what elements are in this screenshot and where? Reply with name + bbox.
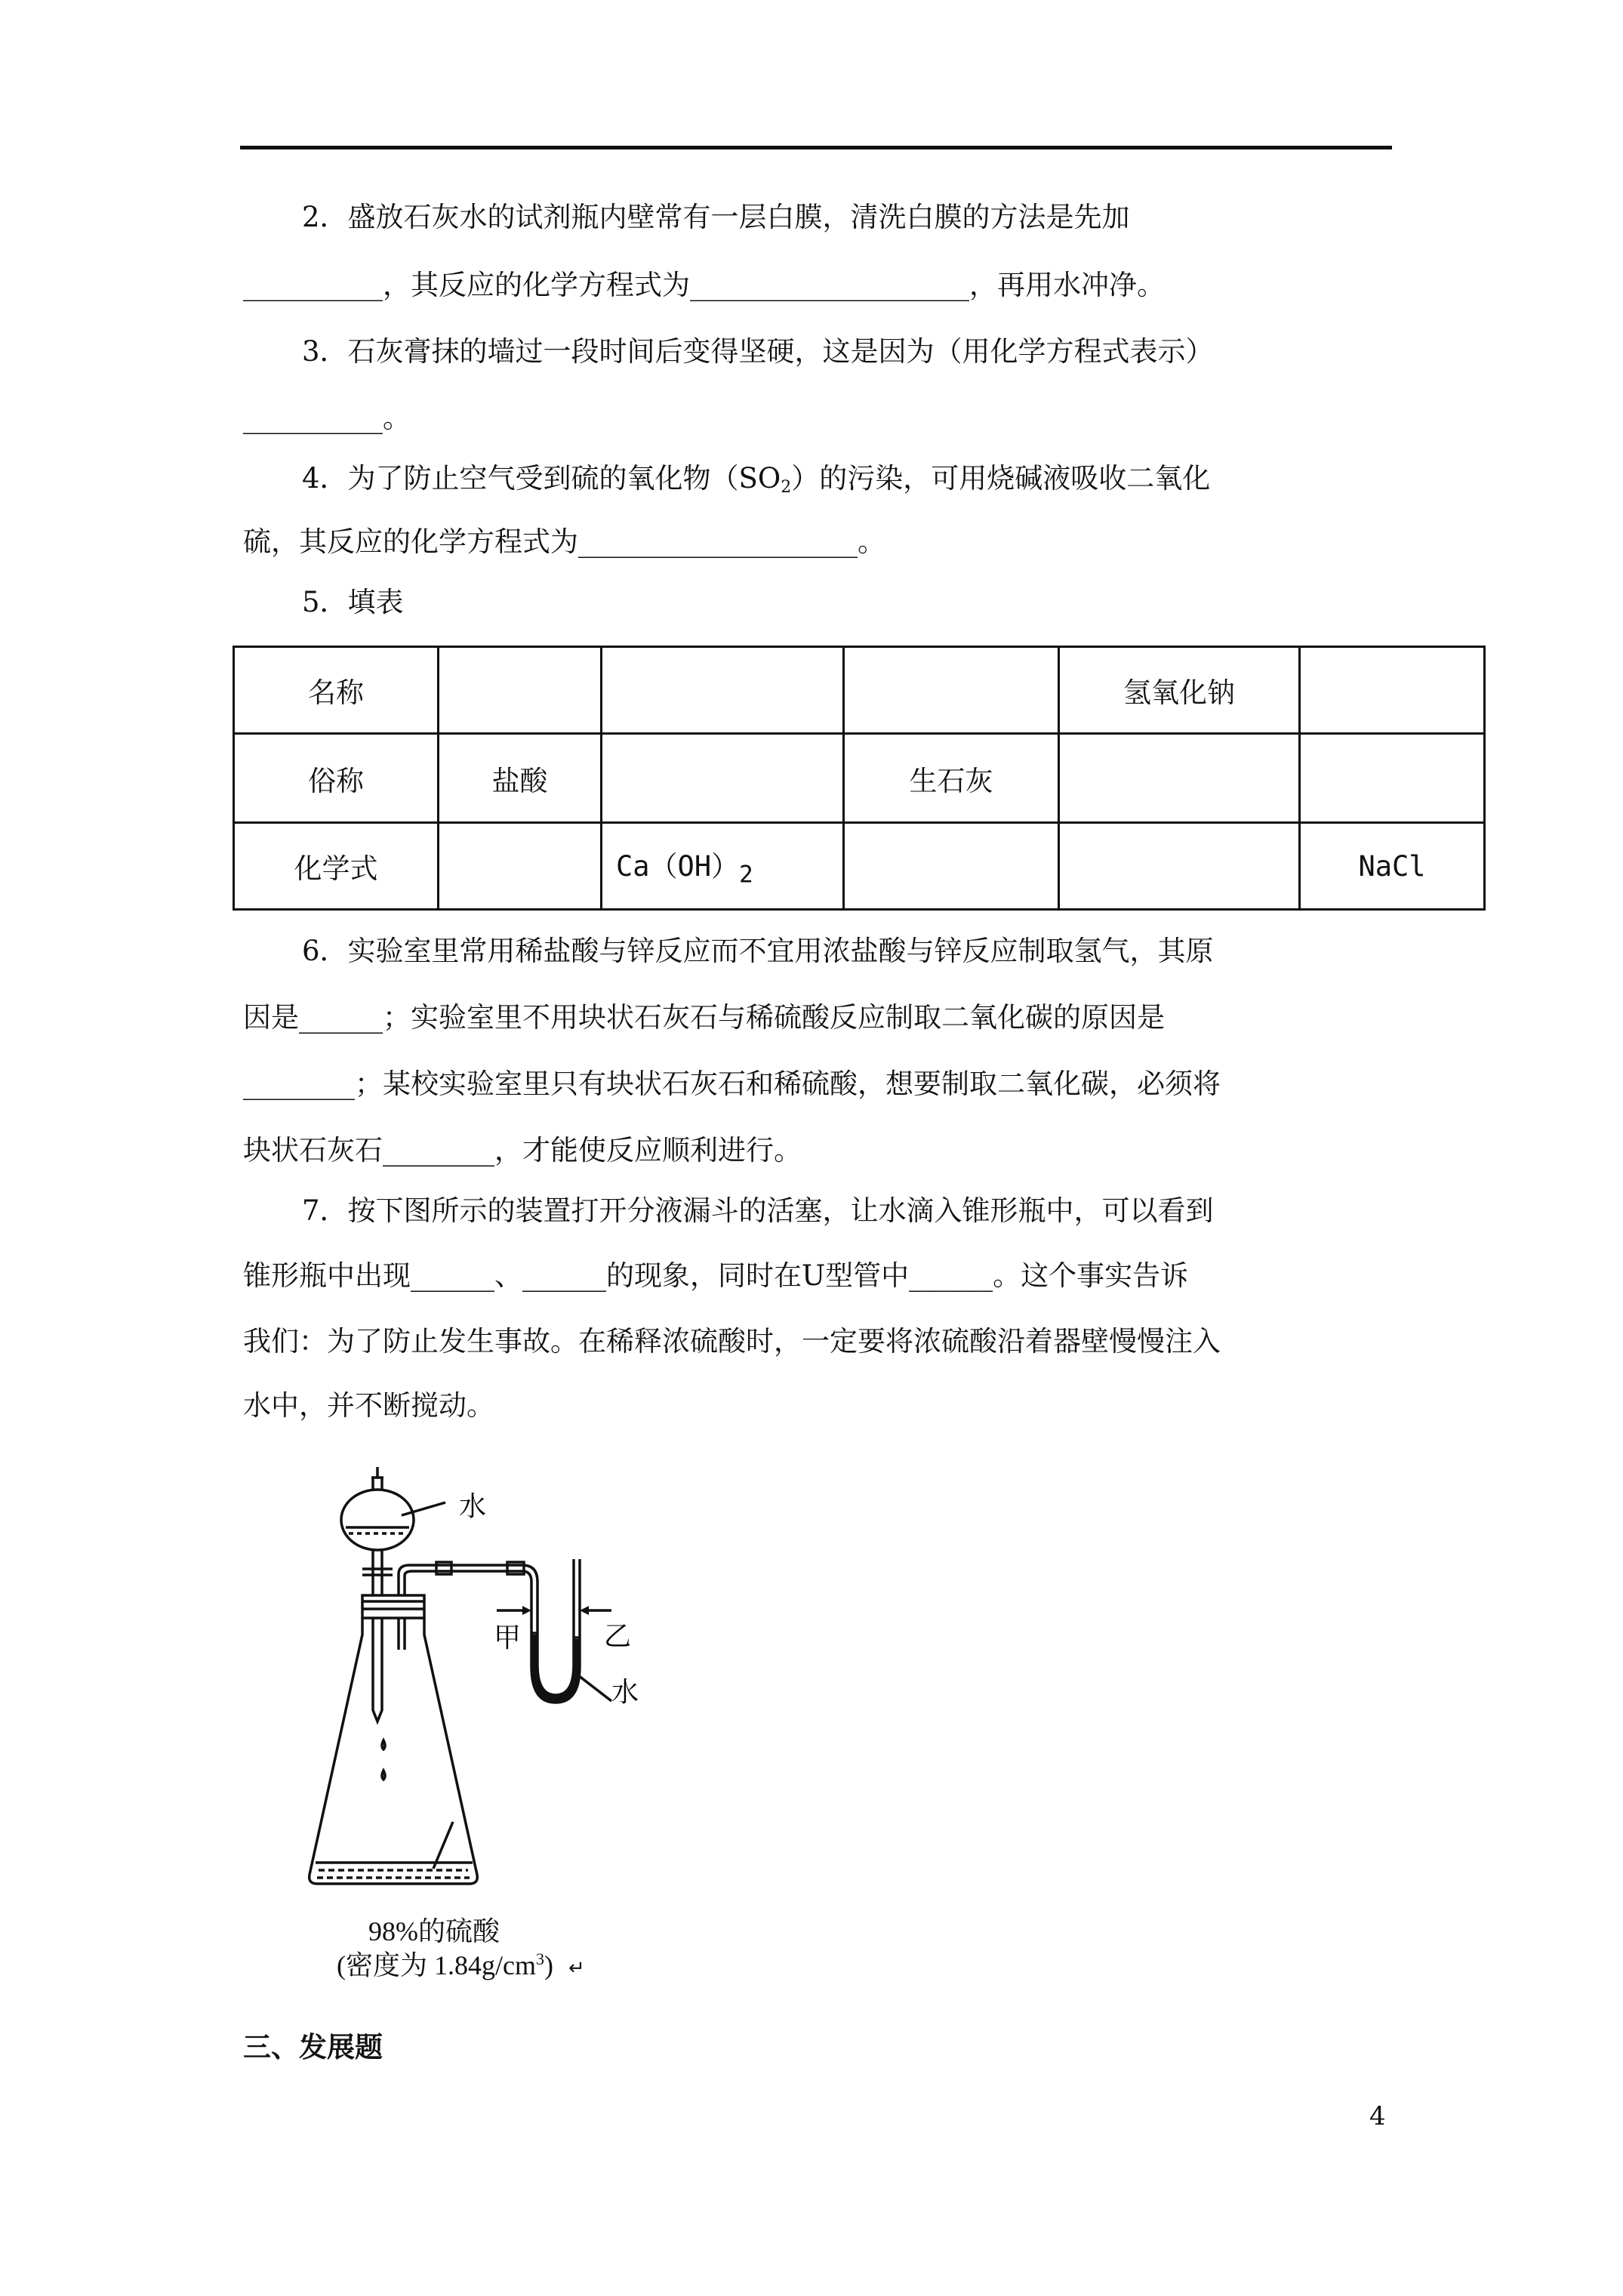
apparatus-figure	[302, 1461, 694, 1944]
header-rule	[240, 146, 1392, 149]
q3-line2: __________。	[243, 402, 411, 434]
q7-line3: 我们：为了防止发生事故。在稀释浓硫酸时，一定要将浓硫酸沿着器壁慢慢注入	[243, 1325, 1221, 1358]
label-yi: 乙	[604, 1621, 632, 1652]
fill-table	[233, 646, 1486, 911]
table-cell-nacl: NaCl	[1300, 823, 1485, 910]
separatory-funnel-icon	[341, 1490, 414, 1550]
caoh-subscript: 2	[739, 861, 753, 889]
table-cell	[439, 647, 602, 734]
q7-line2: 锥形瓶中出现______、______的现象，同时在U型管中______。这个事实告诉	[243, 1259, 1189, 1292]
label-water-utube: 水	[611, 1677, 639, 1708]
table-cell	[1300, 647, 1485, 734]
table-header-name: 名称	[234, 647, 439, 734]
table-row	[234, 647, 1485, 734]
page-number: 4	[1369, 2101, 1386, 2131]
density-text: (密度为 1.84g/cm	[337, 1950, 536, 1980]
q4-so2-subscript: 2	[781, 478, 792, 497]
caoh-text: Ca（OH）	[616, 850, 740, 883]
funnel-stopper-icon	[371, 1467, 383, 1491]
table-cell: 盐酸	[439, 734, 602, 823]
table-header-formula: 化学式	[234, 823, 439, 910]
q3-line1: 3．石灰膏抹的墙过一段时间后变得坚硬，这是因为（用化学方程式表示）	[302, 335, 1214, 368]
q4-text-a: 4．为了防止空气受到硫的氧化物（SO	[302, 462, 781, 495]
table-cell	[602, 734, 844, 823]
table-cell	[1300, 734, 1485, 823]
table-cell	[1059, 823, 1300, 910]
apparatus-diagram	[302, 1461, 694, 1944]
table-cell: 生石灰	[844, 734, 1059, 823]
table-cell	[844, 823, 1059, 910]
return-mark-icon: ↵	[568, 1957, 585, 1979]
q4-line1	[302, 461, 1210, 506]
table-row	[234, 734, 1485, 823]
table-header-common-name: 俗称	[234, 734, 439, 823]
flask-stopper-icon	[362, 1595, 424, 1618]
figure-caption-density	[337, 1944, 585, 1983]
q6-line2: 因是______；实验室里不用块状石灰石与稀硫酸反应制取二氧化碳的原因是	[243, 1001, 1165, 1034]
q6-line4: 块状石灰石________，才能使反应顺利进行。	[243, 1134, 802, 1166]
stopcock-icon	[362, 1569, 393, 1575]
table-cell-caoh2	[602, 823, 844, 910]
figure-caption-acid: 98%的硫酸	[368, 1916, 500, 1946]
q7-line4: 水中，并不断搅动。	[243, 1389, 494, 1422]
table-cell	[844, 647, 1059, 734]
q5-title: 5．填表	[302, 586, 404, 618]
label-jia: 甲	[494, 1623, 522, 1653]
section-3-heading: 三、发展题	[243, 2031, 383, 2063]
density-close: )	[544, 1950, 553, 1980]
table-row	[234, 823, 1485, 910]
q2-line1: 2．盛放石灰水的试剂瓶内壁常有一层白膜，清洗白膜的方法是先加	[302, 201, 1130, 233]
erlenmeyer-flask-icon	[310, 1618, 478, 1884]
table-cell	[439, 823, 602, 910]
label-water-funnel: 水	[459, 1491, 487, 1522]
table-cell	[1059, 734, 1300, 823]
u-tube-icon	[522, 1559, 580, 1703]
q7-line1: 7．按下图所示的装置打开分液漏斗的活塞，让水滴入锥形瓶中，可以看到	[302, 1194, 1214, 1227]
q4-line2: 硫，其反应的化学方程式为____________________。	[243, 525, 885, 558]
q4-text-b: ）的污染，可用烧碱液吸收二氧化	[791, 462, 1211, 495]
q2-line2: __________，其反应的化学方程式为____________________，再用水冲净。	[243, 269, 1165, 301]
density-superscript: 3	[535, 1949, 544, 1968]
table-cell	[602, 647, 844, 734]
q6-line3: ________；某校实验室里只有块状石灰石和稀硫酸，想要制取二氧化碳，必须将	[243, 1068, 1221, 1100]
table-cell: 氢氧化钠	[1059, 647, 1300, 734]
q6-line1: 6．实验室里常用稀盐酸与锌反应而不宜用浓盐酸与锌反应制取氢气，其原	[302, 935, 1214, 967]
